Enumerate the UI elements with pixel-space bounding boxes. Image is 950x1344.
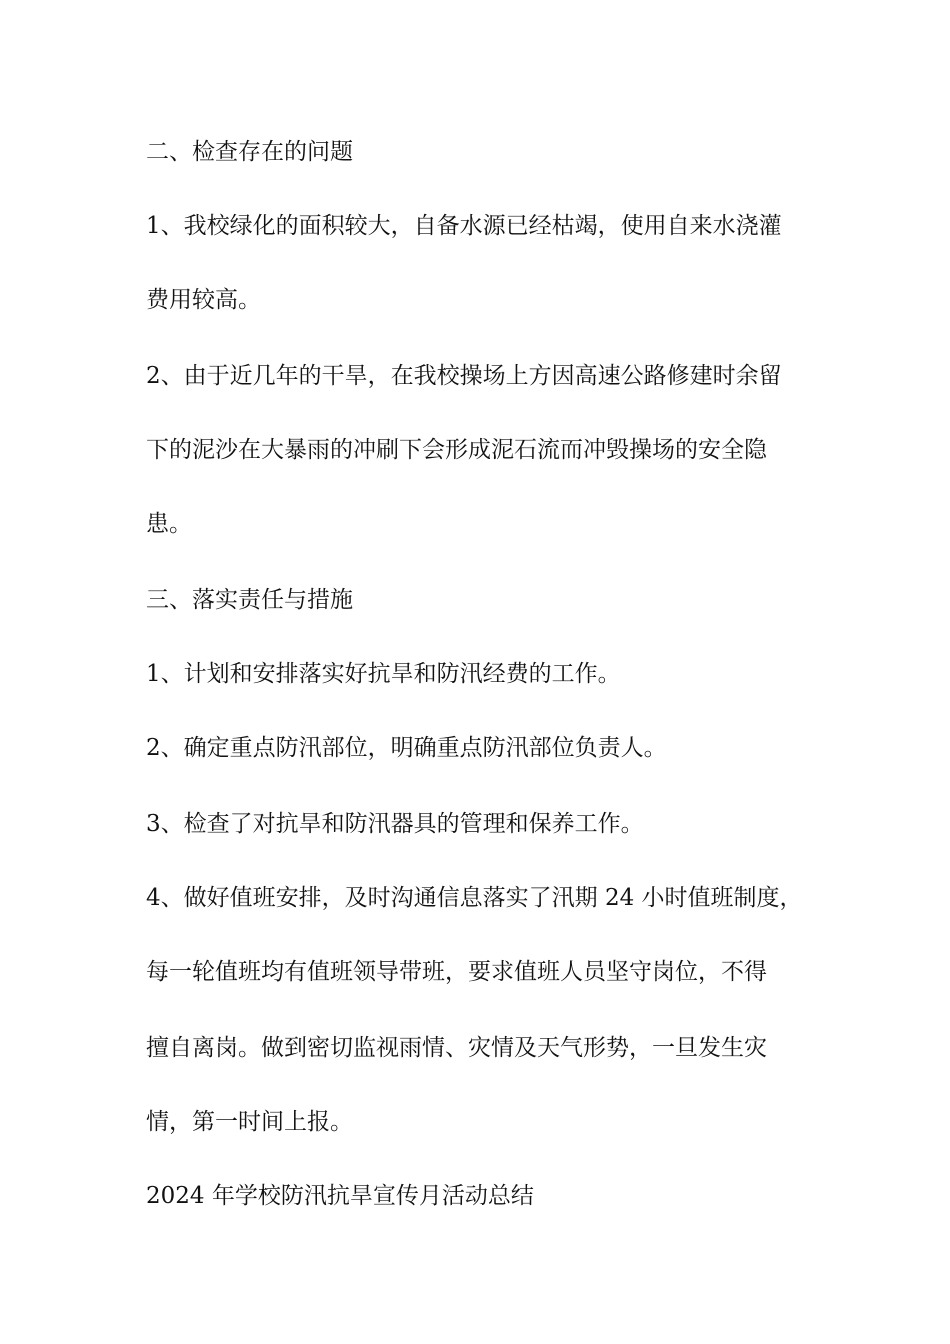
paragraph-line: 1、我校绿化的面积较大，自备水源已经枯竭，使用自来水浇灌 xyxy=(146,213,782,239)
paragraph-line: 3、检查了对抗旱和防汛器具的管理和保养工作。 xyxy=(146,811,644,837)
document-title-line: 2024 年学校防汛抗旱宣传月活动总结 xyxy=(146,1183,534,1209)
paragraph-line: 情，第一时间上报。 xyxy=(146,1109,353,1135)
paragraph-line: 下的泥沙在大暴雨的冲刷下会形成泥石流而冲毁操场的安全隐 xyxy=(146,437,767,463)
paragraph-line: 1、计划和安排落实好抗旱和防汛经费的工作。 xyxy=(146,661,621,687)
paragraph-line: 擅自离岗。做到密切监视雨情、灾情及天气形势，一旦发生灾 xyxy=(146,1035,767,1061)
section-heading-measures: 三、落实责任与措施 xyxy=(146,587,353,613)
paragraph-line: 2、由于近几年的干旱，在我校操场上方因高速公路修建时余留 xyxy=(146,363,782,389)
section-heading-problems: 二、检查存在的问题 xyxy=(146,139,353,165)
paragraph-line: 每一轮值班均有值班领导带班，要求值班人员坚守岗位，不得 xyxy=(146,959,767,985)
paragraph-line: 2、确定重点防汛部位，明确重点防汛部位负责人。 xyxy=(146,735,667,761)
paragraph-line: 费用较高。 xyxy=(146,287,261,313)
paragraph-line: 患。 xyxy=(146,511,192,537)
paragraph-line: 4、做好值班安排，及时沟通信息落实了汛期 24 小时值班制度， xyxy=(146,885,803,911)
